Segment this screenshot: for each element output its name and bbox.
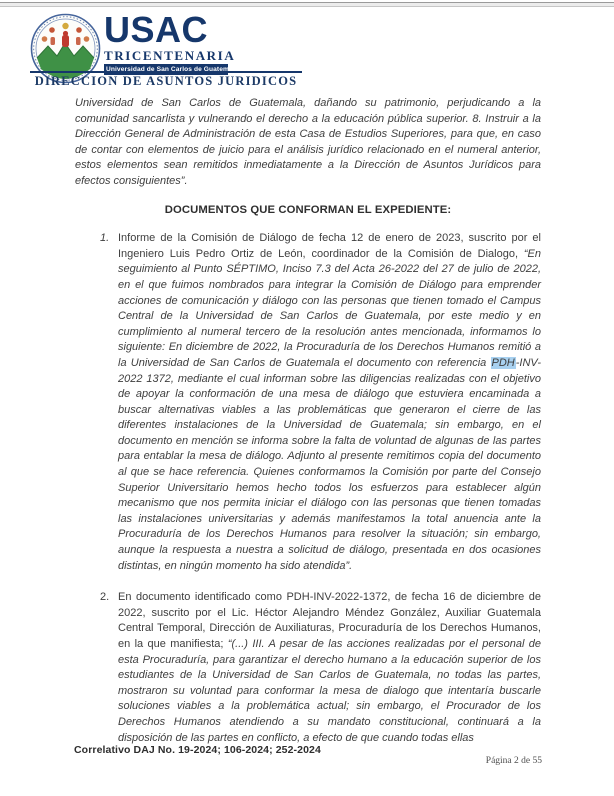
brand-block <box>104 9 239 75</box>
document-body <box>75 96 541 762</box>
tricentenaria-label: TRICENTENARIA <box>104 48 236 63</box>
search-highlight: PDH <box>491 356 515 369</box>
item-lead: Informe de la Comisión de Diálogo de fecha 12 de enero de 2023, suscrito por el Ingeniero Luis Pedro Ortiz de León, coordinador de la Comisión de Dialogo, <box>118 232 541 260</box>
quoted-text: “En seguimiento al Punto SÉPTIMO, Inciso 7.3 del Acta 26-2022 del 27 de julio de 2022, en el que fuimos nombrados para integrar la Comisión de Diálogo para emprender acciones de comunicación y diálogo con las personas que tienen tomado el Campus Central de la Universidad de San Carlos de Guatemala, por este medio y en cumplimiento al numeral tercero de la resolución antes mencionada, informamos lo siguiente: En diciembre de 2022, la Procuraduría de los Derechos Humanos remitió a la Universidad de San Carlos de Guatemala el documento con referencia <box>118 247 541 369</box>
department-title: DIRECCION DE ASUNTOS JURIDICOS <box>30 71 302 89</box>
list-item-2 <box>75 590 541 746</box>
item-number: 1. <box>100 232 110 245</box>
item-text <box>118 590 541 746</box>
quoted-text: “(...) III. A pesar de las acciones realizadas por el personal de esta Procuraduría, para garantizar el derecho humano a la educación superior de los estudiantes de la Universidad de San Carlos de Guatemala, no todas las partes, mostraron su voluntad para conformar la mesa de dialogo que intentaría buscarle soluciones viables a la problemática actual; sin embargo, el Procurador de los Derechos Humanos atendiendo a su mandato constitucional, continuará a la disposición de las partes en conflicto, a efecto de que cuando todas ellas <box>118 638 541 744</box>
quoted-text: -INV-2022 1372, mediante el cual informan sobre las diligencias realizadas con el objetivo de apoyar la conformación de una mesa de diálogo que estuviera encaminada a buscar alternativas viables a las problemáticas que generaron el cierre de las diferentes instalaciones de la Universidad de Guatemala; sin embargo, en el documento en mención se informa sobre la falta de voluntad de algunas de las partes para entablar la mesa de diálogo. Adjunto al presente remitimos copia del documento al que se hace referencia. Quienes conformamos la Comisión por parte del Consejo Superior Universitario hemos hecho todos los esfuerzos para establecer algún mecanismo que nos permita iniciar el diálogo con las personas que tienen tomadas las instalaciones universitarias y además manifestamos la total anuencia ante la Procuraduría de los Derechos Humanos para resolver la situación; sin embargo, aunque la respuesta a nuestra a solicitud de diálogo, presentada en dos ocasiones distintas, en ningún momento ha sido atendida”. <box>118 356 541 572</box>
page-top-divider <box>0 2 614 7</box>
intro-paragraph: Universidad de San Carlos de Guatemala, dañando su patrimonio, perjudicando a la comunidad sancarlista y vulnerando el derecho a la educación pública superior. 8. Instruir a la Dirección General de Administración de esta Casa de Estudios Superiores, para que, en caso de contar con elementos de juicio para el análisis jurídico relacionado en el numeral anterior, estos elementos sean remitidos inmediatamente a la Dirección de Asuntos Jurídicos para efectos consiguientes”. <box>75 97 541 187</box>
page-indicator: Página 2 de 55 <box>485 756 542 766</box>
expediente-list <box>75 231 541 746</box>
usac-acronym: USAC <box>104 9 209 50</box>
footer-correlativo: Correlativo DAJ No. 19-2024; 106-2024; 252-2024 <box>74 744 321 756</box>
university-name-band: Universidad de San Carlos de Guatemala <box>106 66 239 73</box>
item-text <box>118 231 541 574</box>
item-lead: En documento identificado como PDH-INV-2022-1372, de fecha 16 de diciembre de 2022, suscrito por el Lic. Héctor Alejandro Méndez González, Auxiliar Guatemala Central Temporal, Dirección de Auxiliaturas, Procuraduría de los Derechos Humanos, en la que manifiesta; <box>118 591 541 650</box>
section-heading: DOCUMENTOS QUE CONFORMAN EL EXPEDIENTE: <box>164 203 452 216</box>
letterhead <box>30 9 310 90</box>
list-item-1 <box>75 231 541 574</box>
item-number: 2. <box>100 591 110 604</box>
